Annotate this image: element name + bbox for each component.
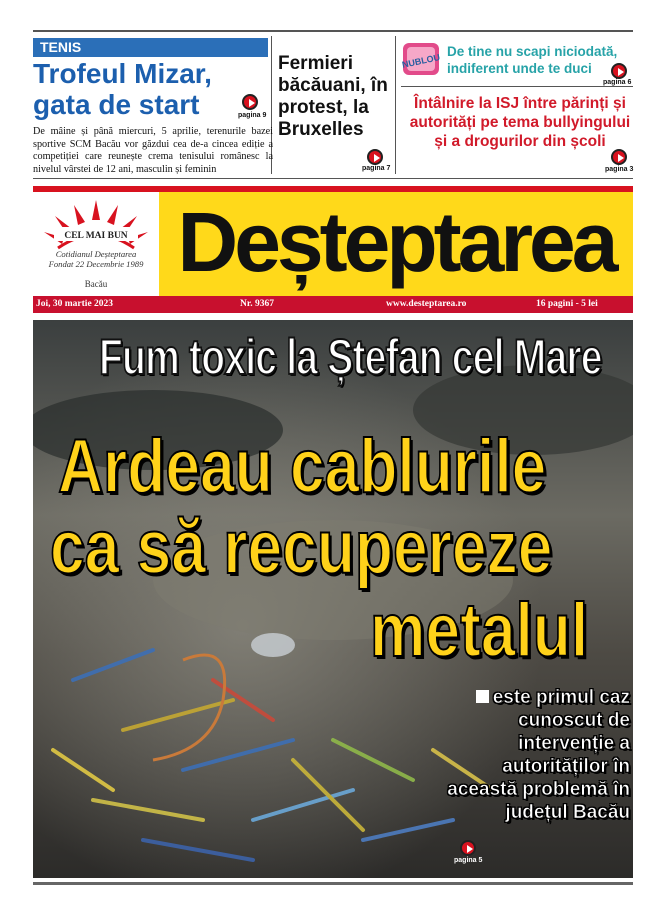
issue-number: Nr. 9367 xyxy=(240,299,274,309)
badge-text: CEL MAI BUN xyxy=(64,231,128,241)
website-link[interactable]: www.desteptarea.ro xyxy=(386,299,467,309)
isj-page-ref: pagina 3 xyxy=(605,166,634,173)
column-divider-2 xyxy=(395,36,396,174)
masthead-city: Bacău xyxy=(84,279,108,289)
play-icon-nublou[interactable] xyxy=(611,63,627,79)
main-subhead xyxy=(430,686,630,824)
main-headline-line-1[interactable]: Ardeau cablurile xyxy=(58,424,547,509)
main-page-ref: pagina 5 xyxy=(454,857,483,864)
main-kicker[interactable]: Fum toxic la Ștefan cel Mare xyxy=(99,329,602,385)
header-bottom-rule xyxy=(33,178,633,179)
bullet-square-icon xyxy=(476,690,489,703)
nublou-logo[interactable] xyxy=(401,39,441,79)
nublou-page-ref: pagina 6 xyxy=(603,79,632,86)
play-icon-fermieri[interactable] xyxy=(367,149,383,165)
masthead-subtitle-1: Cotidianul Deșteptarea xyxy=(55,249,137,259)
tenis-section-label: TENIS xyxy=(40,39,82,55)
right-divider xyxy=(401,86,633,87)
masthead-subtitle-2: Fondat 22 Decembrie 1989 xyxy=(48,259,144,269)
bottom-rule xyxy=(33,882,633,885)
issue-price: 16 pagini - 5 lei xyxy=(536,299,598,309)
masthead-subtitle xyxy=(35,249,157,269)
tenis-summary: De mâine și până miercuri, 5 aprilie, terenurile bazei sportive SCM Bacău vor găzdui cea de-a cincea ediție a competiției care reunește crema tenisului românesc la nivelul vârstei de 12 ani, masculin și feminin xyxy=(33,126,273,175)
top-rule xyxy=(33,30,633,32)
isj-headline[interactable]: Întâlnire la ISJ între părinți și autorități pe tema bullyingului și a drogurilor din școli xyxy=(409,95,631,150)
play-icon-tenis[interactable] xyxy=(242,94,258,110)
tenis-page-ref: pagina 9 xyxy=(238,112,267,119)
nublou-teaser-text[interactable]: De tine nu scapi niciodată, indiferent unde te duci xyxy=(447,44,618,76)
masthead-title[interactable]: Deșteptarea xyxy=(177,195,615,289)
main-headline-line-3[interactable]: metalul xyxy=(370,588,589,673)
svg-text:NUBLOU: NUBLOU xyxy=(401,52,441,70)
fermieri-page-ref: pagina 7 xyxy=(362,165,391,172)
main-subhead-text: este primul caz cunoscut de intervenție a autorităților în această problemă în județul Bacău xyxy=(447,687,630,823)
play-icon-main[interactable] xyxy=(460,840,476,856)
issue-date: Joi, 30 martie 2023 xyxy=(36,299,114,309)
fermieri-headline[interactable]: Fermieri băcăuani, în protest, la Bruxelles xyxy=(278,53,388,140)
play-icon-isj[interactable] xyxy=(611,149,627,165)
tenis-headline[interactable]: Trofeul Mizar, gata de start xyxy=(33,58,212,120)
main-headline-line-2[interactable]: ca să recupereze xyxy=(50,505,553,590)
